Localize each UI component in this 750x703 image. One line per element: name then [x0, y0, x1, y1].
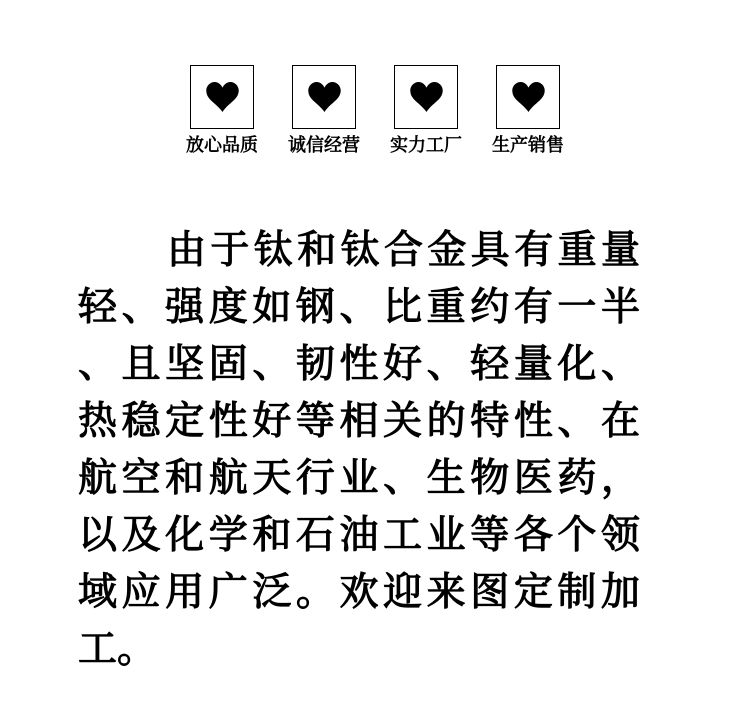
paragraph-line-4: 热稳定性好等相关的特性、在	[78, 400, 640, 443]
badge-quality-label: 放心品质	[186, 135, 258, 156]
paragraph-line-1: 由于钛和钛合金具有重量	[167, 229, 640, 272]
heart-icon	[410, 82, 443, 112]
badge-integrity-box	[292, 65, 356, 129]
badge-sales-box	[496, 65, 560, 129]
paragraph-line-8: 工。	[78, 628, 157, 671]
description-paragraph	[78, 222, 640, 678]
paragraph-line-2: 轻、强度如钢、比重约有一半	[78, 286, 640, 329]
badge-factory-label: 实力工厂	[390, 135, 462, 156]
badge-factory-box	[394, 65, 458, 129]
badge-quality	[185, 65, 259, 156]
badge-sales	[491, 65, 565, 156]
heart-icon	[206, 82, 239, 112]
paragraph-line-5: 航空和航天行业、生物医药，	[78, 457, 640, 500]
badge-integrity	[287, 65, 361, 156]
badge-quality-box	[190, 65, 254, 129]
paragraph-line-6: 以及化学和石油工业等各个领	[78, 514, 640, 557]
badge-sales-label: 生产销售	[492, 135, 564, 156]
trust-badges-row	[0, 65, 750, 156]
paragraph-line-7: 域应用广泛。欢迎来图定制加	[78, 571, 640, 614]
badge-factory	[389, 65, 463, 156]
badge-integrity-label: 诚信经营	[288, 135, 360, 156]
heart-icon	[512, 82, 545, 112]
heart-icon	[308, 82, 341, 112]
paragraph-line-3: 、且坚固、韧性好、轻量化、	[78, 343, 640, 386]
